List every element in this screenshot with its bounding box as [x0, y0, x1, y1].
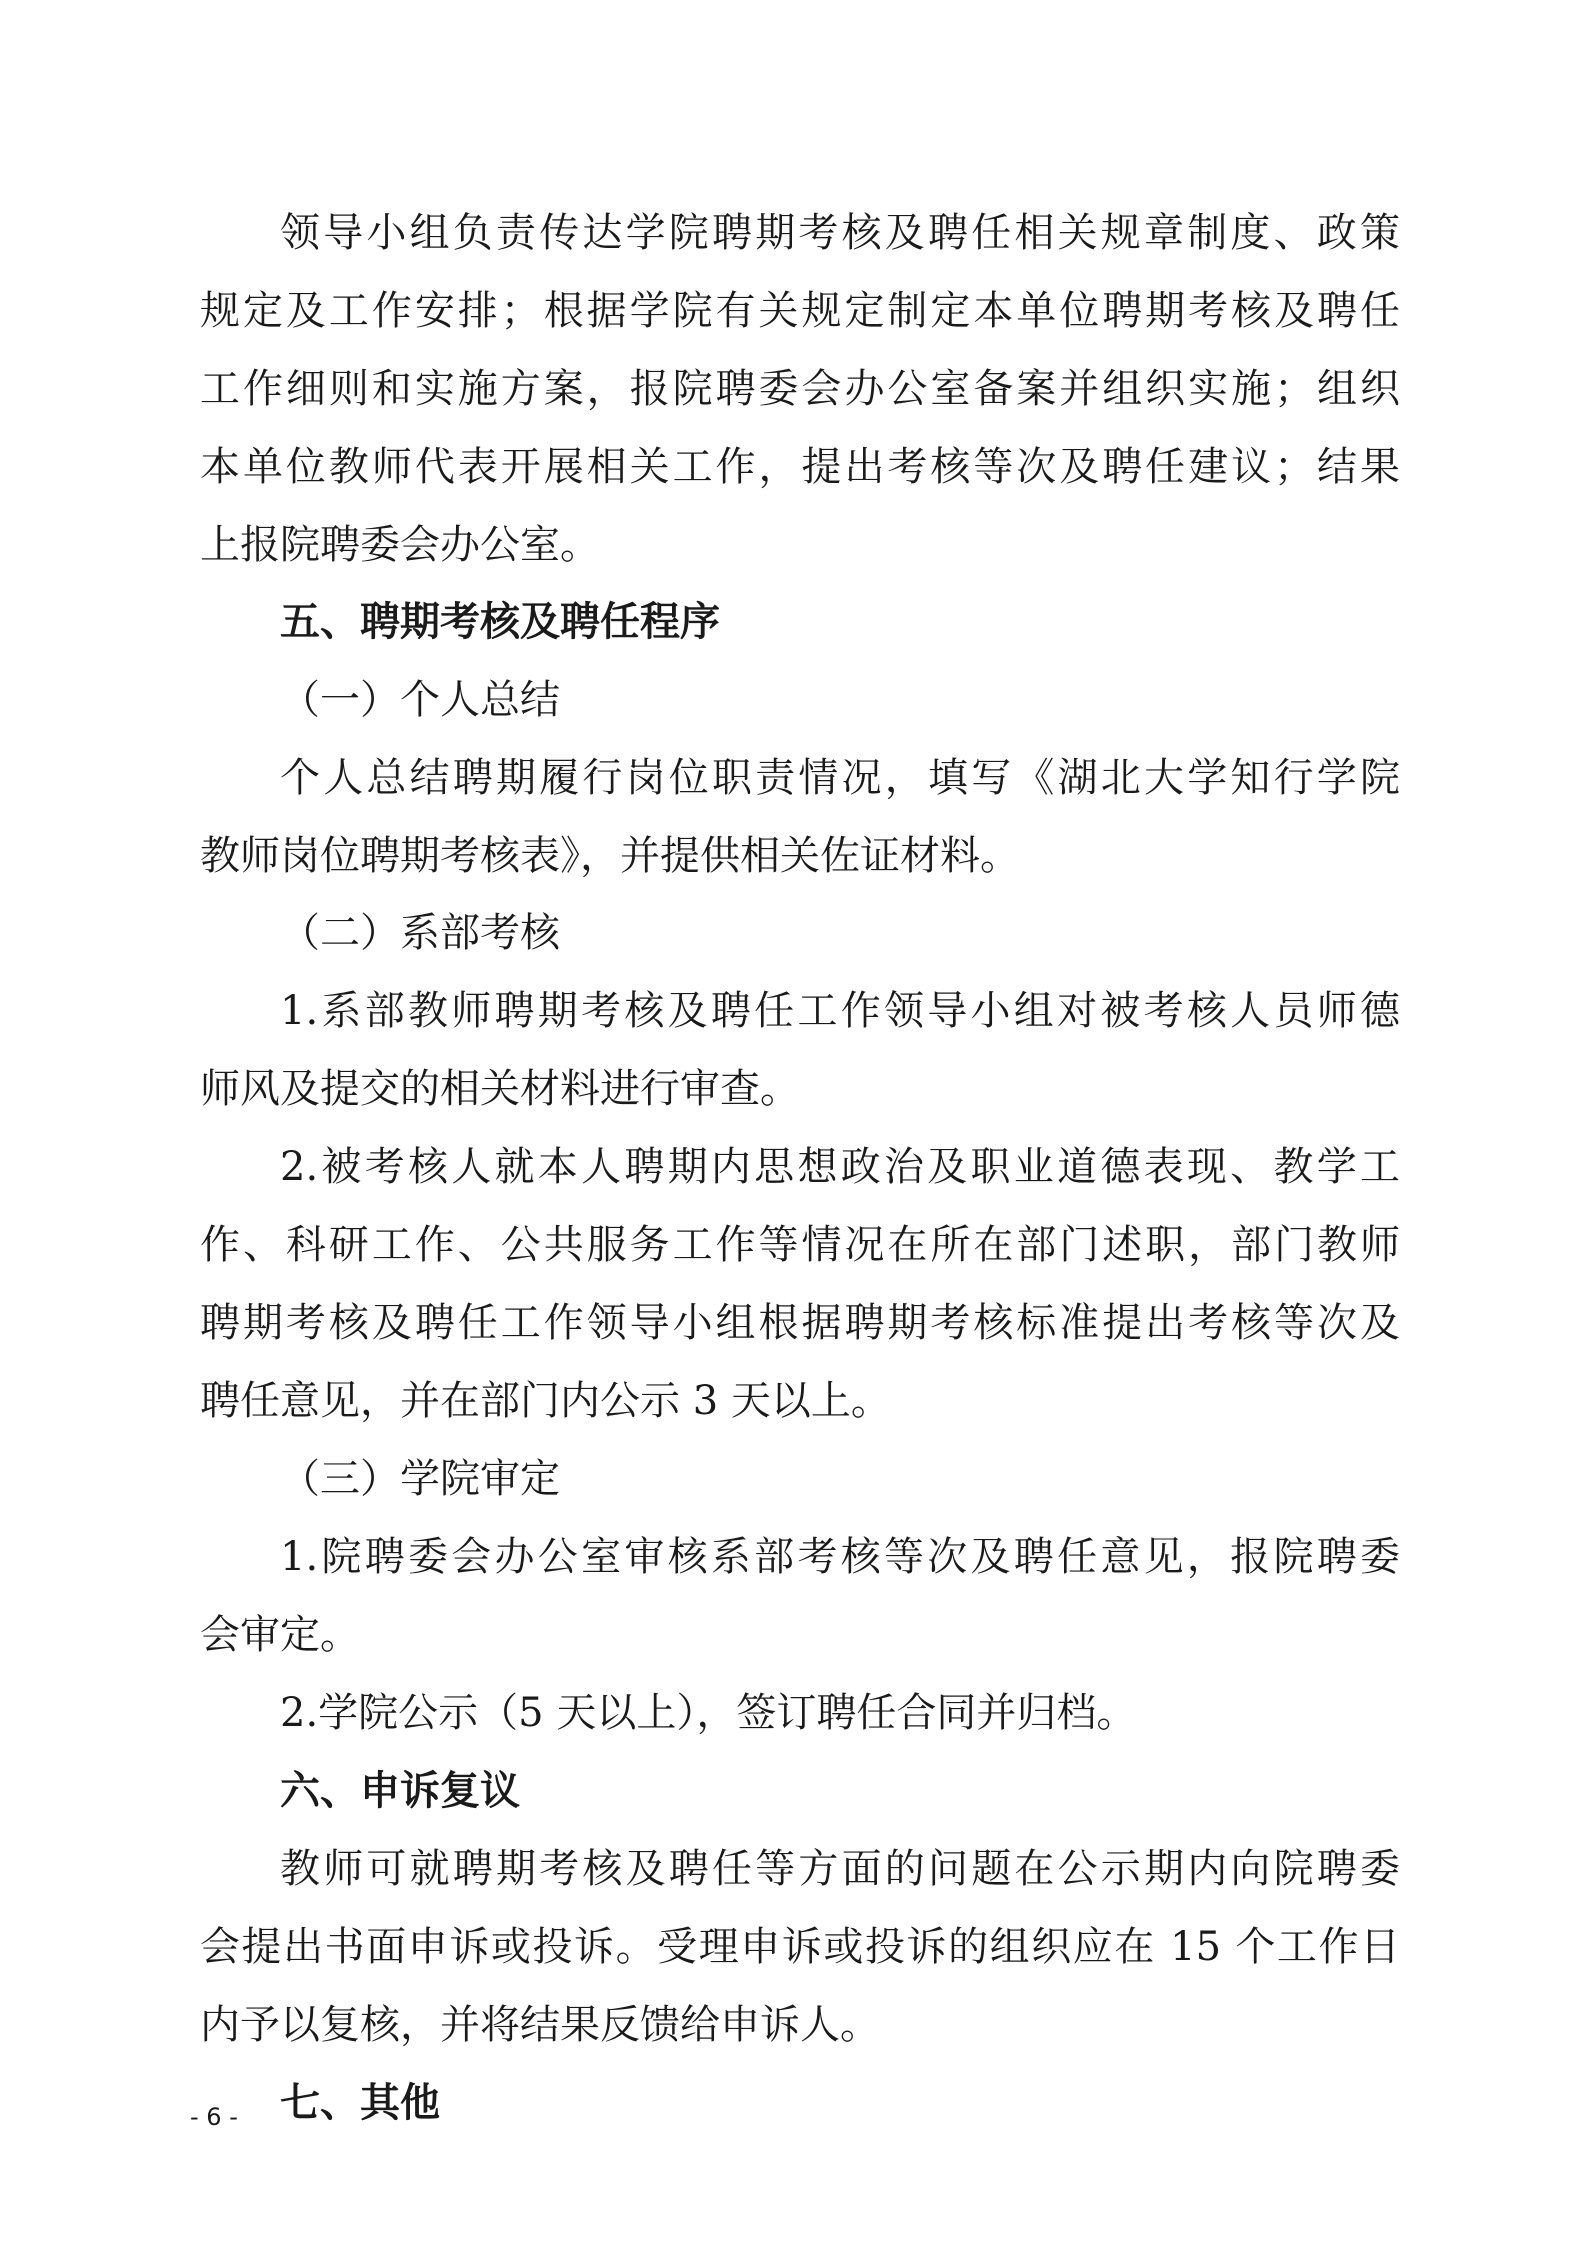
- paragraph-line: 领导小组负责传达学院聘期考核及聘任相关规章制度、政策: [280, 210, 1400, 256]
- subsection-heading: （三）学院审定: [280, 1456, 560, 1502]
- list-item-line: 2.学院公示（5 天以上），签订聘任合同并归档。: [280, 1690, 1137, 1736]
- section-heading: 五、聘期考核及聘任程序: [280, 599, 720, 645]
- paragraph-line: 内予以复核，并将结果反馈给申诉人。: [200, 2002, 880, 2048]
- list-item-line: 1.院聘委会办公室审核系部考核等次及聘任意见，报院聘委: [280, 1534, 1400, 1580]
- section-heading: 七、其他: [280, 2080, 440, 2126]
- paragraph-line: 教师岗位聘期考核表》，并提供相关佐证材料。: [200, 833, 1020, 879]
- paragraph-line: 上报院聘委会办公室。: [200, 522, 600, 568]
- list-item-line: 会审定。: [200, 1612, 360, 1658]
- list-item-line: 聘任意见，并在部门内公示 3 天以上。: [200, 1378, 891, 1424]
- page-number: - 6 -: [190, 2103, 238, 2131]
- paragraph-line: 会提出书面申诉或投诉。受理申诉或投诉的组织应在 15 个工作日: [200, 1924, 1400, 1970]
- section-heading: 六、申诉复议: [280, 1768, 520, 1814]
- list-item-line: 作、科研工作、公共服务工作等情况在所在部门述职，部门教师: [200, 1222, 1400, 1268]
- paragraph-line: 规定及工作安排；根据学院有关规定制定本单位聘期考核及聘任: [200, 288, 1400, 334]
- paragraph-line: 个人总结聘期履行岗位职责情况，填写《湖北大学知行学院: [280, 755, 1400, 801]
- list-item-line: 聘期考核及聘任工作领导小组根据聘期考核标准提出考核等次及: [200, 1300, 1400, 1346]
- paragraph-line: 本单位教师代表开展相关工作，提出考核等次及聘任建议；结果: [200, 444, 1400, 490]
- list-item-line: 2.被考核人就本人聘期内思想政治及职业道德表现、教学工: [280, 1144, 1400, 1190]
- subsection-heading: （二）系部考核: [280, 910, 560, 956]
- paragraph-line: 教师可就聘期考核及聘任等方面的问题在公示期内向院聘委: [280, 1846, 1400, 1892]
- list-item-line: 1.系部教师聘期考核及聘任工作领导小组对被考核人员师德: [280, 988, 1400, 1034]
- paragraph-line: 工作细则和实施方案，报院聘委会办公室备案并组织实施；组织: [200, 366, 1400, 412]
- list-item-line: 师风及提交的相关材料进行审查。: [200, 1066, 800, 1112]
- subsection-heading: （一）个人总结: [280, 677, 560, 723]
